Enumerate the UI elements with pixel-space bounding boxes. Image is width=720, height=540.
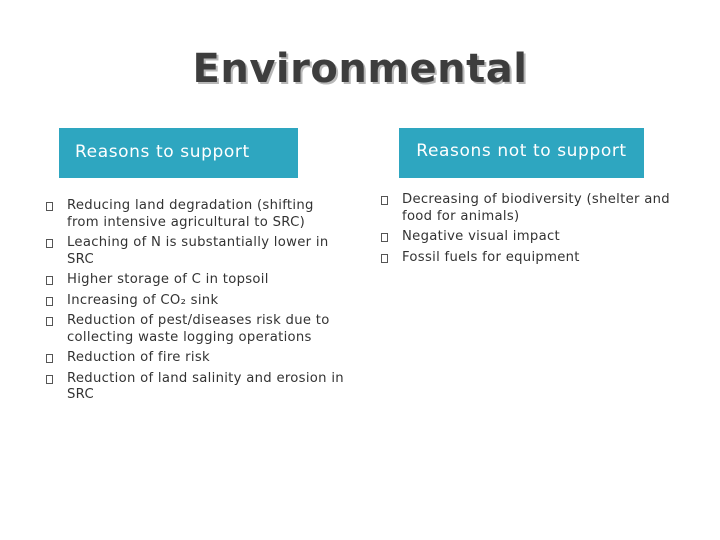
list-item <box>381 192 671 225</box>
list-item <box>46 198 346 231</box>
list-item-text: Decreasing of biodiversity (shelter and food for animals) <box>402 192 670 224</box>
list-item <box>46 313 346 346</box>
list-item <box>381 250 671 267</box>
square-box-icon <box>381 233 388 242</box>
list-item-text: Higher storage of C in topsoil <box>67 272 269 287</box>
support-header: Reasons to support <box>59 128 298 178</box>
square-box-icon <box>46 239 53 248</box>
list-item <box>46 272 346 289</box>
list-item <box>46 350 346 367</box>
support-list <box>46 198 346 408</box>
slide-title: Environmental <box>192 46 528 92</box>
square-box-icon <box>46 317 53 326</box>
list-item-text: Reducing land degradation (shifting from intensive agricultural to SRC) <box>67 198 314 230</box>
list-item-text: Reduction of fire risk <box>67 350 210 365</box>
square-box-icon <box>46 297 53 306</box>
list-item <box>46 293 346 310</box>
square-box-icon <box>381 196 388 205</box>
list-item-text: Negative visual impact <box>402 229 560 244</box>
list-item <box>46 235 346 268</box>
list-item-text: Leaching of N is substantially lower in SRC <box>67 235 329 267</box>
list-item <box>381 229 671 246</box>
list-item-text: Reduction of pest/diseases risk due to collecting waste logging operations <box>67 313 330 345</box>
list-item-text: Fossil fuels for equipment <box>402 249 580 265</box>
square-box-icon <box>46 375 53 384</box>
oppose-list <box>381 192 671 270</box>
list-item-text: Increasing of CO₂ sink <box>67 292 219 308</box>
square-box-icon <box>381 254 388 263</box>
list-item-text: Reduction of land salinity and erosion in SRC <box>67 370 344 402</box>
square-box-icon <box>46 202 53 211</box>
square-box-icon <box>46 354 53 363</box>
oppose-header: Reasons not to support <box>399 128 644 178</box>
list-item <box>46 371 346 404</box>
square-box-icon <box>46 276 53 285</box>
